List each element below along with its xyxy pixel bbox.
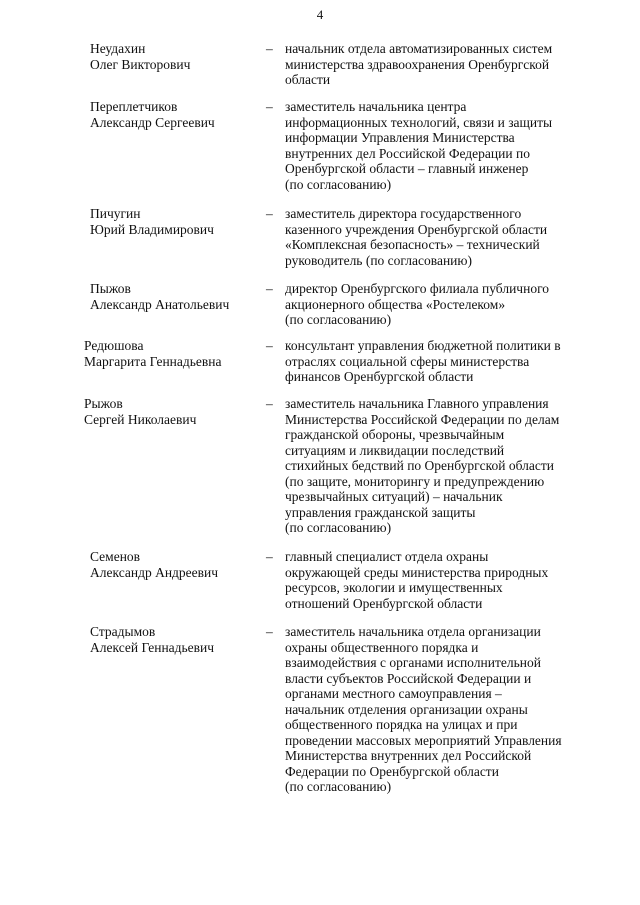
position-line: Федерации по Оренбургской области: [285, 763, 499, 779]
position-line: заместитель начальника центра: [285, 99, 467, 114]
position-line: «Комплексная безопасность» – технический: [285, 237, 540, 252]
position-line: информации Управления Министерства: [285, 130, 515, 145]
member-given-names: Олег Викторович: [90, 56, 191, 72]
page-number: 4: [316, 7, 324, 22]
member-name: [90, 41, 265, 72]
position-line: общественного порядка на улицах и при: [285, 717, 518, 732]
position-line: Министерства Российской Федерации по делам: [285, 411, 560, 427]
position-line: финансов Оренбургской области: [285, 369, 474, 384]
member-given-names: Александр Андреевич: [90, 564, 219, 580]
position-line: отраслях социальной сферы министерства: [285, 353, 530, 369]
member-name: [90, 206, 265, 237]
position-line: консультант управления бюджетной политики в: [285, 338, 561, 353]
position-line: акционерного общества «Ростелеком»: [285, 296, 506, 312]
member-given-names: Юрий Владимирович: [90, 221, 214, 237]
position-line: Оренбургской области – главный инженер: [285, 161, 529, 176]
position-line: (по согласованию): [285, 779, 392, 794]
member-position: [285, 624, 595, 795]
member-position: [285, 338, 595, 385]
position-line: директор Оренбургского филиала публичного: [285, 281, 550, 296]
member-surname: Пичугин: [90, 206, 141, 221]
position-line: начальник отдела автоматизированных систем: [285, 41, 553, 56]
member-surname: Семенов: [90, 549, 141, 564]
position-line: стихийных бедствий по Оренбургской области: [285, 458, 554, 473]
member-surname: Пыжов: [90, 281, 131, 296]
position-line: (по согласованию): [285, 176, 392, 192]
position-line: (по согласованию): [285, 312, 392, 327]
position-line: ситуациям и ликвидации последствий: [285, 442, 505, 458]
member-surname: Редюшова: [84, 338, 144, 353]
position-line: взаимодействия с органами исполнительной: [285, 655, 541, 670]
member-name: [90, 624, 265, 655]
position-line: чрезвычайных ситуаций) – начальник: [285, 489, 503, 504]
position-line: заместитель начальника Главного управления: [285, 396, 549, 411]
member-given-names: Александр Сергеевич: [90, 114, 215, 130]
position-line: охраны общественного порядка и: [285, 639, 479, 655]
position-line: власти субъектов Российской Федерации и: [285, 670, 532, 686]
separator-dash: –: [266, 624, 273, 639]
position-line: министерства здравоохранения Оренбургской: [285, 56, 550, 72]
position-line: заместитель директора государственного: [285, 206, 522, 221]
member-name: [84, 396, 259, 427]
member-surname: Переплетчиков: [90, 99, 178, 114]
member-name: [84, 338, 259, 369]
position-line: (по согласованию): [285, 520, 392, 535]
position-line: руководитель (по согласованию): [285, 252, 472, 268]
member-name: [90, 281, 265, 312]
member-position: [285, 41, 595, 88]
member-given-names: Маргарита Геннадьевна: [84, 353, 222, 369]
member-surname: Страдымов: [90, 624, 156, 639]
member-given-names: Алексей Геннадьевич: [90, 639, 215, 655]
position-line: области: [285, 72, 331, 87]
position-line: ресурсов, экологии и имущественных: [285, 580, 503, 595]
position-line: главный специалист отдела охраны: [285, 549, 489, 564]
member-position: [285, 99, 595, 192]
position-line: отношений Оренбургской области: [285, 595, 483, 611]
position-line: гражданской обороны, чрезвычайным: [285, 427, 505, 442]
member-position: [285, 206, 595, 268]
position-line: внутренних дел Российской Федерации по: [285, 145, 530, 161]
separator-dash: –: [266, 549, 273, 564]
member-given-names: Сергей Николаевич: [84, 411, 197, 427]
member-surname: Рыжов: [84, 396, 123, 411]
position-line: начальник отделения организации охраны: [285, 701, 528, 717]
position-line: информационных технологий, связи и защиты: [285, 114, 553, 130]
position-line: казенного учреждения Оренбургской области: [285, 221, 548, 237]
member-position: [285, 281, 595, 328]
separator-dash: –: [266, 338, 273, 353]
position-line: заместитель начальника отдела организации: [285, 624, 541, 639]
separator-dash: –: [266, 41, 273, 56]
position-line: (по защите, мониторингу и предупреждению: [285, 473, 545, 489]
separator-dash: –: [266, 281, 273, 296]
separator-dash: –: [266, 99, 273, 114]
member-position: [285, 396, 595, 536]
position-line: органами местного самоуправления –: [285, 686, 502, 701]
separator-dash: –: [266, 206, 273, 221]
member-name: [90, 99, 265, 130]
member-position: [285, 549, 595, 611]
member-name: [90, 549, 265, 580]
member-surname: Неудахин: [90, 41, 146, 56]
position-line: Министерства внутренних дел Российской: [285, 748, 532, 763]
position-line: проведении массовых мероприятий Управления: [285, 732, 562, 748]
separator-dash: –: [266, 396, 273, 411]
position-line: управления гражданской защиты: [285, 504, 476, 520]
position-line: окружающей среды министерства природных: [285, 564, 549, 580]
member-given-names: Александр Анатольевич: [90, 296, 230, 312]
